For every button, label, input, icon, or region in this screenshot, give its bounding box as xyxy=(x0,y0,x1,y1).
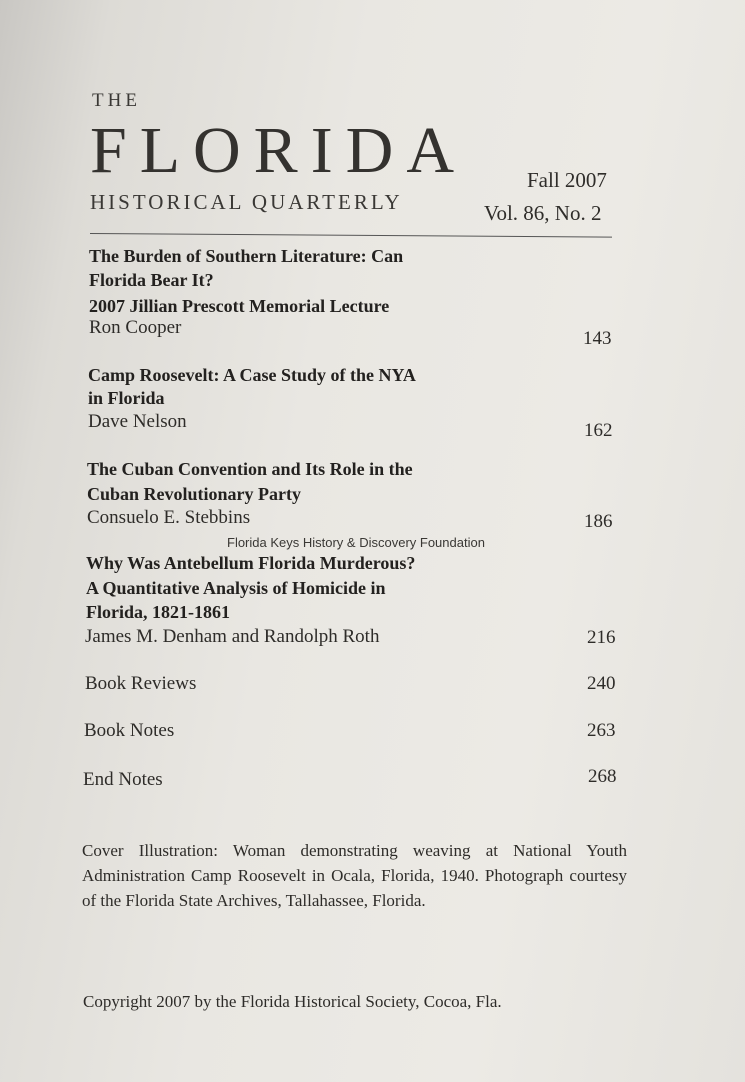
article-4-title-line-1: Why Was Antebellum Florida Murderous? xyxy=(86,553,416,573)
article-3-title-line-1: The Cuban Convention and Its Role in the xyxy=(87,459,413,479)
section-book-notes-page: 263 xyxy=(587,720,616,741)
article-2-page: 162 xyxy=(584,420,613,441)
masthead-the: THE xyxy=(92,90,141,111)
article-1-author: Ron Cooper xyxy=(89,317,182,338)
section-book-reviews: Book Reviews xyxy=(85,673,197,694)
issue-season: Fall 2007 xyxy=(527,168,607,192)
copyright-notice: Copyright 2007 by the Florida Historical Society, Cocoa, Fla. xyxy=(83,992,502,1011)
masthead-title: FLORIDA xyxy=(90,114,468,187)
issue-volume: Vol. 86, No. 2 xyxy=(484,201,602,225)
masthead-subtitle: HISTORICAL QUARTERLY xyxy=(90,190,403,214)
article-1-title-line-3: 2007 Jillian Prescott Memorial Lecture xyxy=(89,296,390,316)
masthead-divider xyxy=(90,233,612,238)
article-1-title-line-2: Florida Bear It? xyxy=(89,270,214,290)
article-4-author: James M. Denham and Randolph Roth xyxy=(85,626,380,647)
article-2-title-line-1: Camp Roosevelt: A Case Study of the NYA xyxy=(88,365,416,385)
article-1-title-line-1: The Burden of Southern Literature: Can xyxy=(89,246,404,266)
cover-illustration-caption: Cover Illustration: Woman demonstrating weaving at National Youth Administration Camp Roosevelt in Ocala, Florida, 1940. Photograph courtesy of the Florida State Archives, Tallahassee, Florida. xyxy=(82,841,627,910)
article-2-title-line-2: in Florida xyxy=(88,388,165,408)
article-3-page: 186 xyxy=(584,511,613,532)
section-end-notes: End Notes xyxy=(83,769,163,790)
article-4-page: 216 xyxy=(587,627,616,648)
section-book-notes: Book Notes xyxy=(84,720,175,741)
article-2-author: Dave Nelson xyxy=(88,411,187,432)
section-end-notes-page: 268 xyxy=(588,766,617,787)
article-1-page: 143 xyxy=(583,328,612,349)
section-book-reviews-page: 240 xyxy=(587,673,616,694)
article-4-title-line-2: A Quantitative Analysis of Homicide in xyxy=(86,578,386,598)
article-3-author: Consuelo E. Stebbins xyxy=(87,507,251,528)
watermark-text: Florida Keys History & Discovery Foundation xyxy=(227,535,485,550)
article-3-title-line-2: Cuban Revolutionary Party xyxy=(87,484,302,504)
article-4-title-line-3: Florida, 1821-1861 xyxy=(86,602,230,622)
